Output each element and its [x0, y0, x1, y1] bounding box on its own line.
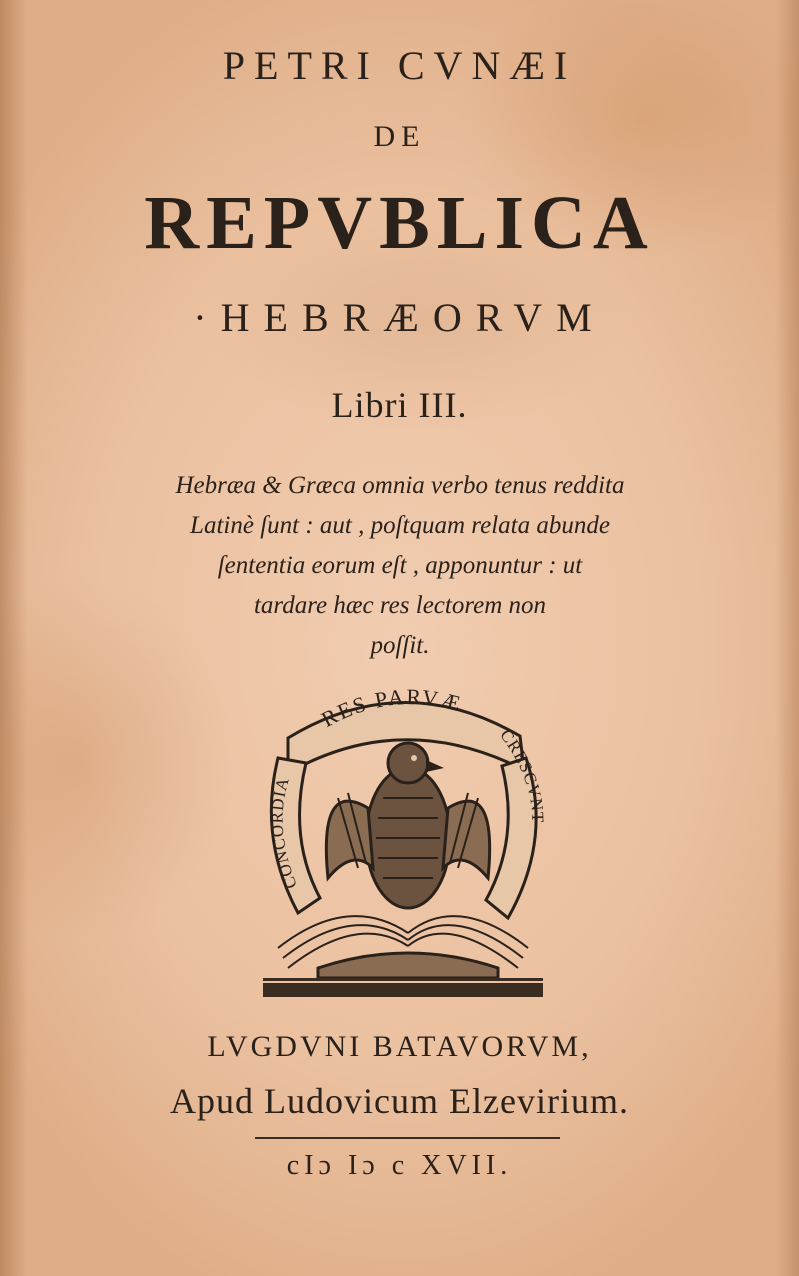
description-line: Latinè ſunt : aut , poſtquam relata abunde — [190, 512, 610, 539]
imprint-date: cIɔ Iɔ c XVII. — [286, 1150, 513, 1181]
description-line: ſententia eorum eſt , apponuntur : ut — [217, 552, 583, 579]
description-block — [100, 466, 700, 666]
books-count: Libri III. — [331, 385, 468, 425]
subtitle: ·HEBRÆORVM — [193, 295, 606, 340]
printers-mark — [258, 678, 548, 1008]
motto-top: RES PARVÆ — [317, 684, 465, 732]
imprint-place: LVGDVNI BATAVORVM, — [207, 1030, 592, 1063]
imprint-printer: Apud Ludovicum Elzevirium. — [170, 1081, 629, 1121]
description-line: poſſit. — [370, 632, 430, 659]
description-line: tardare hæc res lectorem non — [253, 592, 547, 619]
motto-left: CONCORDIA — [267, 774, 301, 892]
author-name: PETRI CVNÆI — [222, 43, 577, 88]
title-preposition: DE — [373, 120, 426, 153]
eagle-device-icon — [258, 678, 548, 1008]
main-title: REPVBLICA — [144, 181, 655, 265]
divider-rule — [255, 1137, 560, 1139]
description-line: Hebræa & Græca omnia verbo tenus reddita — [175, 472, 625, 499]
motto-right: CRESCVNT — [496, 725, 548, 824]
